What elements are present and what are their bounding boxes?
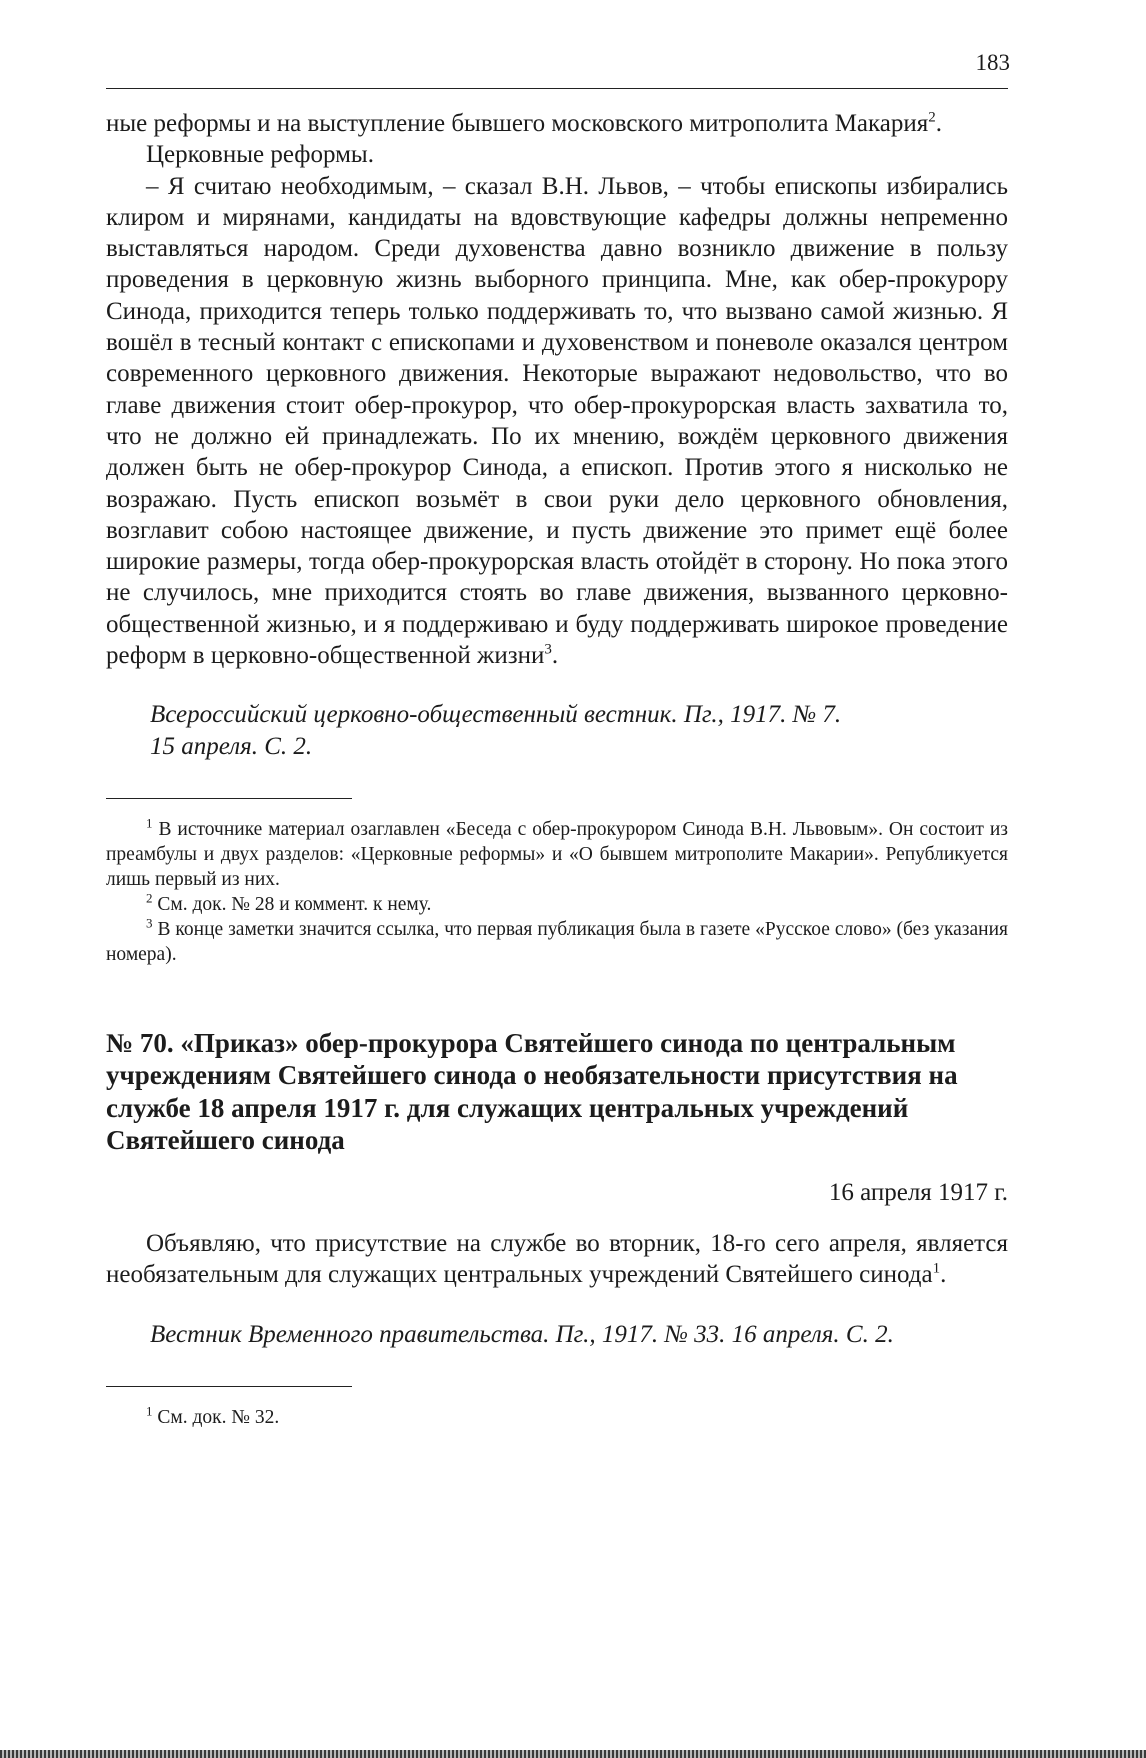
paragraph-end: .: [551, 642, 559, 670]
body-paragraph: [106, 171, 1008, 672]
paragraph-text: ные реформы и на выступление бывшего московского митрополита Макария: [106, 110, 929, 137]
document-date: 16 апреля 1917 г.: [828, 1178, 1008, 1206]
body-paragraph: [106, 108, 1008, 139]
page-number: 183: [975, 50, 1010, 75]
footnotes: [106, 817, 1008, 967]
paragraph-text: Объявляю, что присутствие на службе во вторник, 18-го сего апреля, является необязательным для служащих центральных учреждений Святейшего синода: [106, 1229, 1008, 1289]
source-citation: Вестник Временного правительства. Пг., 1917. № 33. 16 апреля. С. 2.: [150, 1320, 894, 1348]
page-content: [106, 108, 1008, 1430]
subsection-heading: [106, 139, 1008, 170]
paragraph-end: .: [935, 110, 943, 137]
footnote-mark: 1: [146, 1403, 153, 1419]
footnote-text: См. док. № 28 и коммент. к нему.: [157, 893, 432, 915]
footnote-rule: [106, 798, 352, 799]
source-line: Всероссийский церковно-общественный вестник. Пг., 1917. № 7.: [150, 701, 842, 729]
paragraph-text: – Я считаю необходимым, – сказал В.Н. Львов, – чтобы епископы избирались клиром и мирянами, кандидаты на вдовствующие кафедры должны непременно выставляться народом. Среди духовенства давно возникло движение в пользу проведения в церковную жизнь выборного принципа. Мне, как обер-прокурору Синода, приходится теперь только поддерживать то, что вызвано самой жизнью. Я вошёл в тесный контакт с епископами и духовенством и поневоле оказался центром современного церковного движения. Некоторые выражают недовольство, что во главе движения стоит обер-прокурор, что обер-прокурорская власть захватила то, что не должно ей принадлежать. По их мнению, вождём церковного движения должен быть не обер-прокурор Синода, а епископ. Против этого я нисколько не возражаю. Пусть епископ возьмёт в свои руки дело церковного обновления, возглавит собою настоящее движение, и пусть движение это примет ещё более широкие размеры, тогда обер-прокурорская власть отойдёт в сторону. Но пока этого не случилось, мне приходится стоять во главе движения, вызванного церковно-общественной жизнью, и я поддерживаю и буду поддерживать широкое проведение реформ в церковно-общественной жизни: [106, 172, 1008, 670]
footnotes: [106, 1405, 1008, 1430]
footnote: [106, 1405, 1008, 1430]
footnote-mark: 1: [146, 815, 153, 831]
source-line: 15 апреля. С. 2.: [150, 732, 313, 760]
footnote-mark: 2: [146, 890, 153, 906]
paragraph-text: Церковные реформы.: [146, 141, 374, 169]
footnote-text: В источнике материал озаглавлен «Беседа с обер-прокурором Синода В.Н. Львовым». Он состоит из преамбулы и двух разделов: «Церковные реформы» и «О бывшем митрополите Макарии». Републикуется лишь первый из них.: [106, 818, 1009, 890]
paragraph-end: .: [940, 1261, 947, 1289]
scan-edge: [0, 1750, 1146, 1758]
footnote-ref[interactable]: 2: [928, 109, 936, 126]
document-title: № 70. «Приказ» обер-прокурора Святейшего синода по центральным учреждениям Святейшего синода о необязательности присутствия на службе 18 апреля 1917 г. для служащих центральных учреждений Святейшего синода: [106, 1027, 958, 1156]
footnote-mark: 3: [146, 915, 153, 931]
header-rule: [106, 88, 1008, 89]
footnote-text: В конце заметки значится ссылка, что первая публикация была в газете «Русское слово» (без указания номера).: [106, 918, 1008, 965]
source-citation: [106, 699, 1008, 762]
footnote-ref[interactable]: 1: [932, 1260, 941, 1277]
footnote: [106, 817, 1008, 892]
footnote-rule: [106, 1386, 352, 1387]
footnote-ref[interactable]: 3: [544, 641, 552, 658]
footnote-text: См. док. № 32.: [157, 1406, 280, 1428]
footnote: [106, 917, 1008, 967]
body-paragraph: [106, 1228, 1008, 1291]
footnote: [106, 892, 1008, 917]
